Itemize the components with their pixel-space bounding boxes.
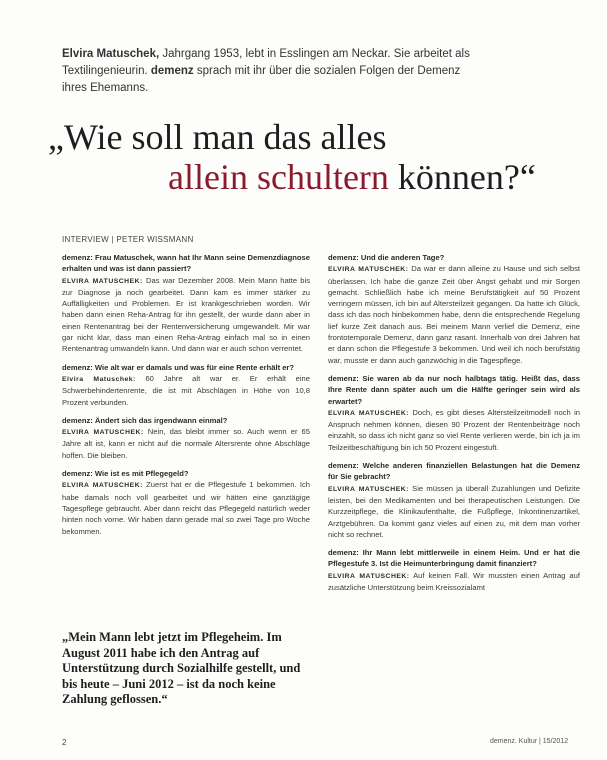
- speaker-label: ELVIRA MATUSCHEK:: [62, 277, 143, 285]
- intro-brand: demenz: [147, 65, 194, 77]
- pull-quote: „Mein Mann lebt jetzt im Pflegeheim. Im August 2011 habe ich den Antrag auf Unterstützung durch Sozialhilfe gestellt, und bis heute – Juni 2012 – ist da noch keine Zahlung geflossen.“: [62, 630, 301, 706]
- headline-line-2: [168, 156, 536, 198]
- answer: [328, 407, 580, 453]
- speaker-label: ELVIRA MATUSCHEK:: [328, 409, 410, 417]
- question: demenz: Ihr Mann lebt mittlerweile in einem Heim. Und er hat die Pflegestufe 3. Ist die Heimunterbringung damit finanziert?: [328, 548, 580, 569]
- left-column: [62, 252, 310, 544]
- answer: [62, 479, 310, 536]
- answer-text: Das war Dezember 2008. Mein Mann hatte bis zur Diagnose ja noch gearbeitet. Dann kam es immer stärker zu Auffälligkeiten und Problemen. Er ist krankgeschrieben worden. Wir haben dann einen Reha-Antrag für ihn gestellt, der wurde dann aber in einen Rentenantrag bei der Rentenversicherung umgewandelt. Mir war gar nicht klar, dass man einen Reha-Antrag einfach mal so in einen Rentenantrag umwandeln kann. Und dann war er auch schon verrentet.: [62, 275, 310, 354]
- headline-highlight: allein schultern: [168, 157, 389, 197]
- question: demenz: Sie waren ab da nur noch halbtags tätig. Heißt das, dass Ihre Rente dann später auch um die Hälfte geringer sein wird als erwartet?: [328, 373, 580, 406]
- answer: [62, 426, 310, 461]
- answer-text: Da war er dann alleine zu Hause und sich selbst überlassen. Ich habe die ganze Zeit über Angst gehabt und mir Sorgen gemacht. Schließlich habe ich meine Berufstätigkeit auf 50 Prozent verringern müssen, ich bin auf Altersteilzeit gegangen. Da hatte ich Glück, dass ich das noch hinbekommen habe, denn die entsprechende Regelung lief kurze Zeit danach aus. Bei meinem Mann verlief die Demenz, eine frontotemporale Demenz, dann ganz rasant. Innerhalb von drei Jahren hat er dann schon die Pflegestufe 3 bekommen. Und weil ich noch berufstätig war, musste er dann auch ganzwöchig in die Tagespflege.: [328, 264, 580, 365]
- speaker-label: ELVIRA MATUSCHEK:: [328, 485, 409, 493]
- answer-text: Auf keinen Fall. Wir mussten einen Antrag auf zusätzliche Unterstützung beim Kreissozialamt: [328, 570, 580, 593]
- speaker-label: ELVIRA MATUSCHEK:: [328, 266, 409, 274]
- intro-text-1: Jahrgang 1953, lebt in Esslingen am Neckar. Sie arbeitet als Textilingenieurin.: [62, 48, 470, 77]
- answer: [328, 570, 580, 594]
- answer-text: Zuerst hat er die Pflegestufe 1 bekommen. Ich habe damals noch voll gearbeitet und wir hätten eine ganztägige Tagespflege gebraucht. Aber dann reicht das Pflegegeld natürlich weder hinten noch vorne. Wir haben dann gerade mal so zwei Tage pro Woche bekommen.: [62, 480, 310, 536]
- question: demenz: Wie alt war er damals und was für eine Rente erhält er?: [62, 362, 295, 372]
- speaker-label: Elvira Matuschek:: [62, 375, 136, 383]
- answer-text: Nein, das bleibt immer so. Auch wenn er 65 Jahre alt ist, kann er nicht auf die normale Altersrente ohne Abschläge hoffen. Die bleiben.: [62, 427, 310, 460]
- answer-text: 60 Jahre alt war er. Er erhält eine Schwerbehindertenrente, die ist mit Abschlägen in Höhe von 10,8 Prozent verbunden.: [62, 373, 311, 407]
- question: demenz: Frau Matuschek, wann hat Ihr Mann seine Demenzdiagnose erhalten und was ist dann passiert?: [62, 253, 310, 274]
- answer: [328, 483, 580, 540]
- answer: [62, 275, 310, 355]
- intro-name: Elvira Matuschek,: [62, 48, 160, 60]
- page-number: 2: [62, 738, 67, 747]
- speaker-label: ELVIRA MATUSCHEK:: [328, 572, 410, 580]
- speaker-label: ELVIRA MATUSCHEK:: [62, 482, 143, 490]
- headline-line-2-rest: können?“: [388, 157, 536, 197]
- intro-text-2: sprach mit ihr über die sozialen Folgen der Demenz ihres Ehemanns.: [62, 65, 461, 94]
- question: demenz: Wie ist es mit Pflegegeld?: [62, 469, 189, 479]
- answer: [62, 373, 310, 408]
- answer: [328, 263, 580, 366]
- answer-text: Sie müssen ja überall Zuzahlungen und Defizite leisten, bei den Medikamenten und bei therapeutischen Leistungen. Die Kurzzeitpflege, die Klinikaufenthalte, die Fußpflege, Inkontinenzartikel, Arztgebühren. Da kommt ganz vieles auf einen zu, mit dem man vorher nicht so rechnet.: [328, 483, 580, 539]
- question: demenz: Und die anderen Tage?: [328, 253, 445, 262]
- question: demenz: Welche anderen finanziellen Belastungen hat die Demenz für Sie gebracht?: [328, 461, 580, 482]
- headline-line-1: „Wie soll man das alles: [48, 117, 387, 157]
- footer-publication: demenz. Kultur | 15/2012: [490, 738, 569, 745]
- right-column: [328, 252, 580, 600]
- intro-paragraph: [62, 46, 482, 97]
- answer-text: Doch, es gibt dieses Altersteilzeitmodell noch in Anspruch nehmen können, diesen 90 Prozent der Rentenbeiträge noch einzahlt, so dass ich nicht ganz so viel Rente verlieren werde, bin ich ja im Teilzeitbeschäftigung bin ich 50 Prozent eingestuft.: [328, 407, 580, 452]
- byline: INTERVIEW | PETER WISSMANN: [62, 235, 194, 244]
- question: demenz: Ändert sich das irgendwann einmal?: [62, 415, 228, 425]
- speaker-label: ELVIRA MATUSCHEK:: [62, 429, 144, 437]
